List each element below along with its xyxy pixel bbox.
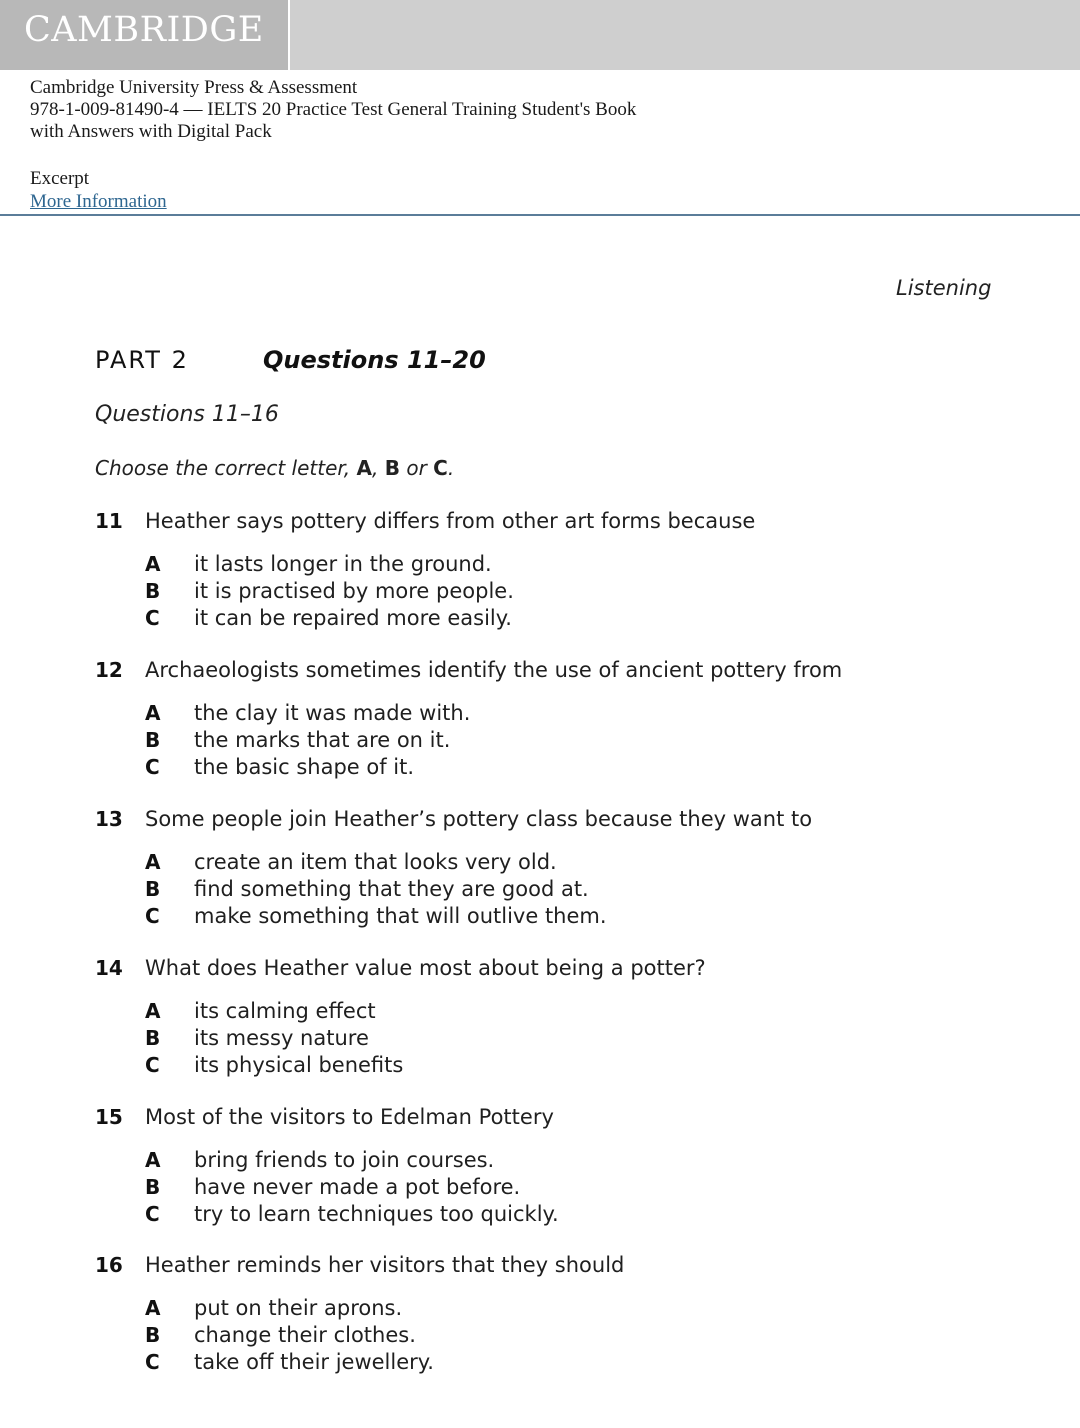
option-text: its calming effect: [194, 999, 376, 1023]
option-c: [145, 1053, 845, 1080]
option-text: its physical benefits: [194, 1053, 404, 1077]
question-number: 15: [95, 1105, 123, 1129]
book-title-line2: with Answers with Digital Pack: [30, 121, 272, 142]
option-letter: A: [145, 701, 161, 725]
option-text: take off their jewellery.: [194, 1350, 434, 1374]
option-a: [145, 850, 845, 877]
instruction: [95, 456, 454, 480]
option-b: [145, 877, 845, 904]
option-letter: C: [145, 1053, 160, 1077]
more-information-link[interactable]: More Information: [30, 191, 167, 212]
excerpt-label: Excerpt: [30, 168, 90, 189]
option-b: [145, 1175, 845, 1202]
option-letter: A: [145, 999, 161, 1023]
instruction-letter-c: C: [433, 456, 448, 480]
logo-box: [0, 0, 288, 70]
option-letter: A: [145, 1148, 161, 1172]
instruction-period: .: [447, 456, 455, 480]
option-text: its messy nature: [194, 1026, 369, 1050]
option-letter: B: [145, 579, 161, 603]
question-number: 16: [95, 1253, 123, 1277]
option-text: the marks that are on it.: [194, 728, 451, 752]
option-c: [145, 606, 845, 633]
option-b: [145, 728, 845, 755]
option-a: [145, 552, 845, 579]
option-text: change their clothes.: [194, 1323, 416, 1347]
option-text: have never made a pot before.: [194, 1175, 521, 1199]
part-label: PART 2: [95, 346, 189, 374]
publisher: Cambridge University Press & Assessment: [30, 77, 358, 98]
question-number: 14: [95, 956, 123, 980]
option-letter: A: [145, 552, 161, 576]
option-b: [145, 579, 845, 606]
option-text: the basic shape of it.: [194, 755, 415, 779]
part-questions-range: Questions 11–20: [263, 346, 486, 374]
question-stem: Some people join Heather’s pottery class because they want to: [145, 807, 813, 831]
option-c: [145, 755, 845, 782]
option-letter: A: [145, 1296, 161, 1320]
option-c: [145, 1202, 845, 1229]
option-c: [145, 904, 845, 931]
option-a: [145, 1296, 845, 1323]
question-number: 12: [95, 658, 123, 682]
question-number: 11: [95, 509, 123, 533]
header-banner: [0, 0, 1080, 70]
cambridge-logo: CAMBRIDGE: [24, 10, 264, 50]
option-text: create an item that looks very old.: [194, 850, 557, 874]
instruction-letter-b: B: [384, 456, 400, 480]
option-letter: B: [145, 1323, 161, 1347]
option-text: the clay it was made with.: [194, 701, 471, 725]
option-text: find something that they are good at.: [194, 877, 589, 901]
option-letter: B: [145, 877, 161, 901]
question-number: 13: [95, 807, 123, 831]
option-text: it can be repaired more easily.: [194, 606, 512, 630]
option-a: [145, 701, 845, 728]
option-a: [145, 1148, 845, 1175]
option-text: bring friends to join courses.: [194, 1148, 495, 1172]
instruction-or: or: [406, 456, 427, 480]
section-label: Listening: [896, 276, 992, 300]
option-letter: C: [145, 904, 160, 928]
option-text: put on their aprons.: [194, 1296, 403, 1320]
option-c: [145, 1350, 845, 1377]
option-letter: C: [145, 1350, 160, 1374]
option-text: make something that will outlive them.: [194, 904, 607, 928]
option-a: [145, 999, 845, 1026]
option-letter: B: [145, 1175, 161, 1199]
option-b: [145, 1323, 845, 1350]
instruction-comma: ,: [372, 456, 379, 480]
questions-subheading: Questions 11–16: [95, 402, 279, 427]
option-letter: B: [145, 728, 161, 752]
book-title-line1: 978-1-009-81490-4 — IELTS 20 Practice Test General Training Student's Book: [30, 99, 637, 120]
option-letter: C: [145, 606, 160, 630]
option-letter: A: [145, 850, 161, 874]
option-text: it is practised by more people.: [194, 579, 514, 603]
instruction-letter-a: A: [356, 456, 372, 480]
option-text: try to learn techniques too quickly.: [194, 1202, 559, 1226]
question-stem: Most of the visitors to Edelman Pottery: [145, 1105, 554, 1129]
option-letter: C: [145, 755, 160, 779]
option-text: it lasts longer in the ground.: [194, 552, 492, 576]
option-b: [145, 1026, 845, 1053]
question-stem: Heather reminds her visitors that they should: [145, 1253, 625, 1277]
header-divider: [0, 214, 1080, 216]
question-stem: Heather says pottery differs from other art forms because: [145, 509, 756, 533]
option-letter: C: [145, 1202, 160, 1226]
logo-divider: [288, 0, 290, 70]
question-stem: Archaeologists sometimes identify the use of ancient pottery from: [145, 658, 843, 682]
question-stem: What does Heather value most about being a potter?: [145, 956, 706, 980]
instruction-text: Choose the correct letter,: [95, 456, 351, 480]
option-letter: B: [145, 1026, 161, 1050]
